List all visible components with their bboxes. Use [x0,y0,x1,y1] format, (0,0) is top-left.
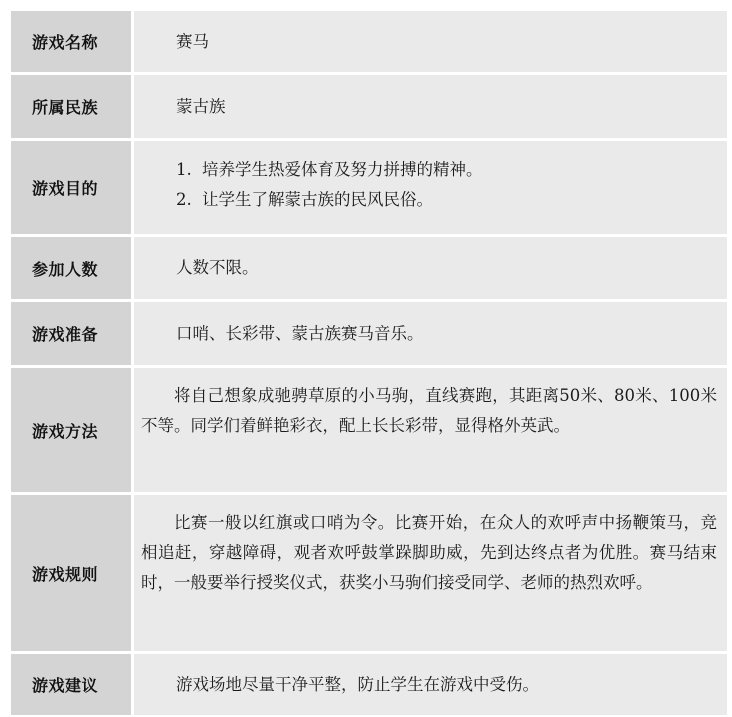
game-info-table [11,11,727,715]
row-value [134,495,727,651]
paragraph-text: 比赛一般以红旗或口哨为令。比赛开始，在众人的欢呼声中扬鞭策马，竞相追赶，穿越障碍，观者欢呼鼓掌跺脚助威，先到达终点者为优胜。赛马结束时，一般要举行授奖仪式，获奖小马驹们接受同学、老师的热烈欢呼。 [141,513,717,592]
row-value-list [134,141,727,234]
row-value: 赛马 [134,11,727,72]
row-value [134,368,727,492]
row-value: 蒙古族 [134,75,727,138]
table-row-suggestion [11,654,727,715]
paragraph-text: 将自己想象成驰骋草原的小马驹，直线赛跑，其距离50米、80米、100米不等。同学们着鲜艳彩衣，配上长长彩带，显得格外英武。 [141,386,717,435]
row-label: 游戏规则 [11,495,131,651]
list-item [176,155,715,185]
table-row-ethnicity [11,75,727,141]
row-value: 口哨、长彩带、蒙古族赛马音乐。 [134,302,727,365]
table-row-game-name [11,11,727,75]
list-number: 1. [176,160,192,179]
list-text: 培养学生热爱体育及努力拼搏的精神。 [202,160,483,179]
row-label: 游戏建议 [11,654,131,715]
row-label: 游戏准备 [11,302,131,365]
table-row-method [11,368,727,495]
table-row-preparation [11,302,727,368]
row-label: 参加人数 [11,237,131,299]
list-number: 2. [176,190,192,209]
table-row-purpose [11,141,727,237]
table-row-rules [11,495,727,654]
row-value: 人数不限。 [134,237,727,299]
list-text: 让学生了解蒙古族的民风民俗。 [202,190,433,209]
row-value: 游戏场地尽量干净平整，防止学生在游戏中受伤。 [134,654,727,715]
row-label: 游戏名称 [11,11,131,72]
row-label: 游戏方法 [11,368,131,492]
table-row-participants [11,237,727,302]
row-label: 所属民族 [11,75,131,138]
row-label: 游戏目的 [11,141,131,234]
list-item [176,185,715,215]
